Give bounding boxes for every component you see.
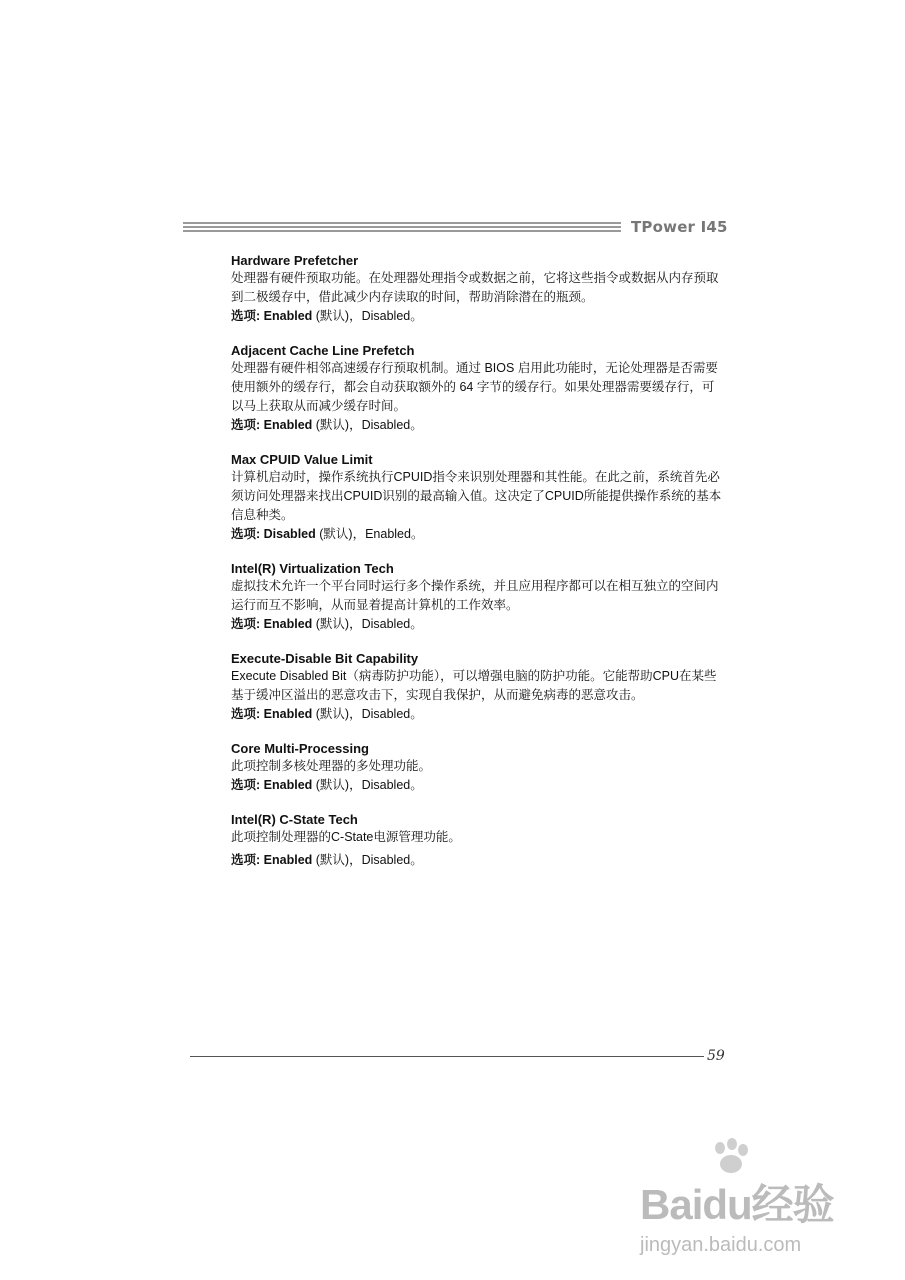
header-title: TPower I45	[631, 218, 728, 236]
option-default-note: (默认)，	[312, 853, 362, 867]
option-label: 选项:	[231, 418, 261, 432]
option-default: Enabled	[263, 853, 313, 867]
option-other: Disabled。	[361, 778, 423, 792]
section-title: Intel(R) Virtualization Tech	[231, 561, 394, 576]
option-default: Enabled	[263, 617, 313, 631]
option-label: 选项:	[231, 853, 261, 867]
section-title: Intel(R) C-State Tech	[231, 812, 358, 827]
option-line	[231, 307, 723, 326]
section-title: Max CPUID Value Limit	[231, 452, 373, 467]
option-line	[231, 416, 723, 435]
watermark-url: jingyan.baidu.com	[640, 1234, 802, 1256]
option-other: Disabled。	[361, 707, 423, 721]
section-description: 处理器有硬件相邻高速缓存行预取机制。通过 BIOS 启用此功能时，无论处理器是否需要使用额外的缓存行，都会自动获取额外的 64 字节的缓存行。如果处理器需要缓存行，可以马上获取从而减少缓存时间。	[231, 361, 718, 413]
section-description: 此项控制处理器的C-State电源管理功能。	[231, 830, 461, 844]
option-line	[231, 851, 723, 870]
option-other: Enabled。	[365, 527, 424, 541]
option-default-note: (默认)，	[312, 418, 362, 432]
option-label: 选项:	[231, 309, 261, 323]
section-title: Hardware Prefetcher	[231, 253, 359, 268]
option-label: 选项:	[231, 707, 261, 721]
option-default-note: (默认)，	[312, 707, 362, 721]
section-description: 此项控制多核处理器的多处理功能。	[231, 759, 432, 773]
option-line	[231, 525, 723, 544]
option-default: Enabled	[263, 418, 313, 432]
option-default-note: (默认)，	[315, 527, 366, 541]
watermark	[640, 1150, 880, 1260]
header-rule	[183, 222, 621, 236]
section-title: Adjacent Cache Line Prefetch	[231, 343, 415, 358]
option-label: 选项:	[231, 778, 261, 792]
section-description: 处理器有硬件预取功能。在处理器处理指令或数据之前，它将这些指令或数据从内存预取到二极缓存中，借此减少内存读取的时间，帮助消除潜在的瓶颈。	[231, 271, 719, 304]
footer-rule	[190, 1056, 704, 1057]
option-line	[231, 615, 723, 634]
section-description: 虚拟技术允许一个平台同时运行多个操作系统，并且应用程序都可以在相互独立的空间内运行而互不影响，从而显着提高计算机的工作效率。	[231, 579, 719, 612]
option-default: Enabled	[263, 309, 313, 323]
option-default-note: (默认)，	[312, 778, 362, 792]
section-max-cpuid-value-limit	[231, 451, 723, 544]
option-default: Enabled	[263, 707, 313, 721]
option-line	[231, 705, 723, 724]
section-description: Execute Disabled Bit（病毒防护功能），可以增强电脑的防护功能。它能帮助CPU在某些基于缓冲区溢出的恶意攻击下，实现自我保护，从而避免病毒的恶意攻击。	[231, 669, 717, 702]
section-core-multi-processing	[231, 740, 723, 795]
option-other: Disabled。	[361, 418, 423, 432]
section-execute-disable-bit	[231, 650, 723, 724]
section-virtualization-tech	[231, 560, 723, 634]
option-other: Disabled。	[361, 853, 423, 867]
option-default-note: (默认)，	[312, 617, 362, 631]
option-label: 选项:	[231, 527, 261, 541]
option-other: Disabled。	[361, 617, 423, 631]
section-adjacent-cache-line-prefetch	[231, 342, 723, 435]
paw-icon	[710, 1138, 750, 1178]
section-title: Execute-Disable Bit Capability	[231, 651, 419, 666]
option-default: Enabled	[263, 778, 313, 792]
option-line	[231, 776, 723, 795]
section-hardware-prefetcher	[231, 252, 723, 326]
watermark-logo: Baidu经验	[640, 1181, 834, 1228]
option-other: Disabled。	[361, 309, 423, 323]
page-number: 59	[707, 1048, 725, 1064]
option-label: 选项:	[231, 617, 261, 631]
option-default: Disabled	[263, 527, 316, 541]
section-title: Core Multi-Processing	[231, 741, 369, 756]
section-description: 计算机启动时，操作系统执行CPUID指令来识别处理器和其性能。在此之前，系统首先必须访问处理器来找出CPUID识别的最高输入值。这决定了CPUID所能提供操作系统的基本信息种类。	[231, 470, 722, 522]
document-body	[231, 252, 723, 886]
section-c-state-tech	[231, 811, 723, 870]
option-default-note: (默认)，	[312, 309, 362, 323]
